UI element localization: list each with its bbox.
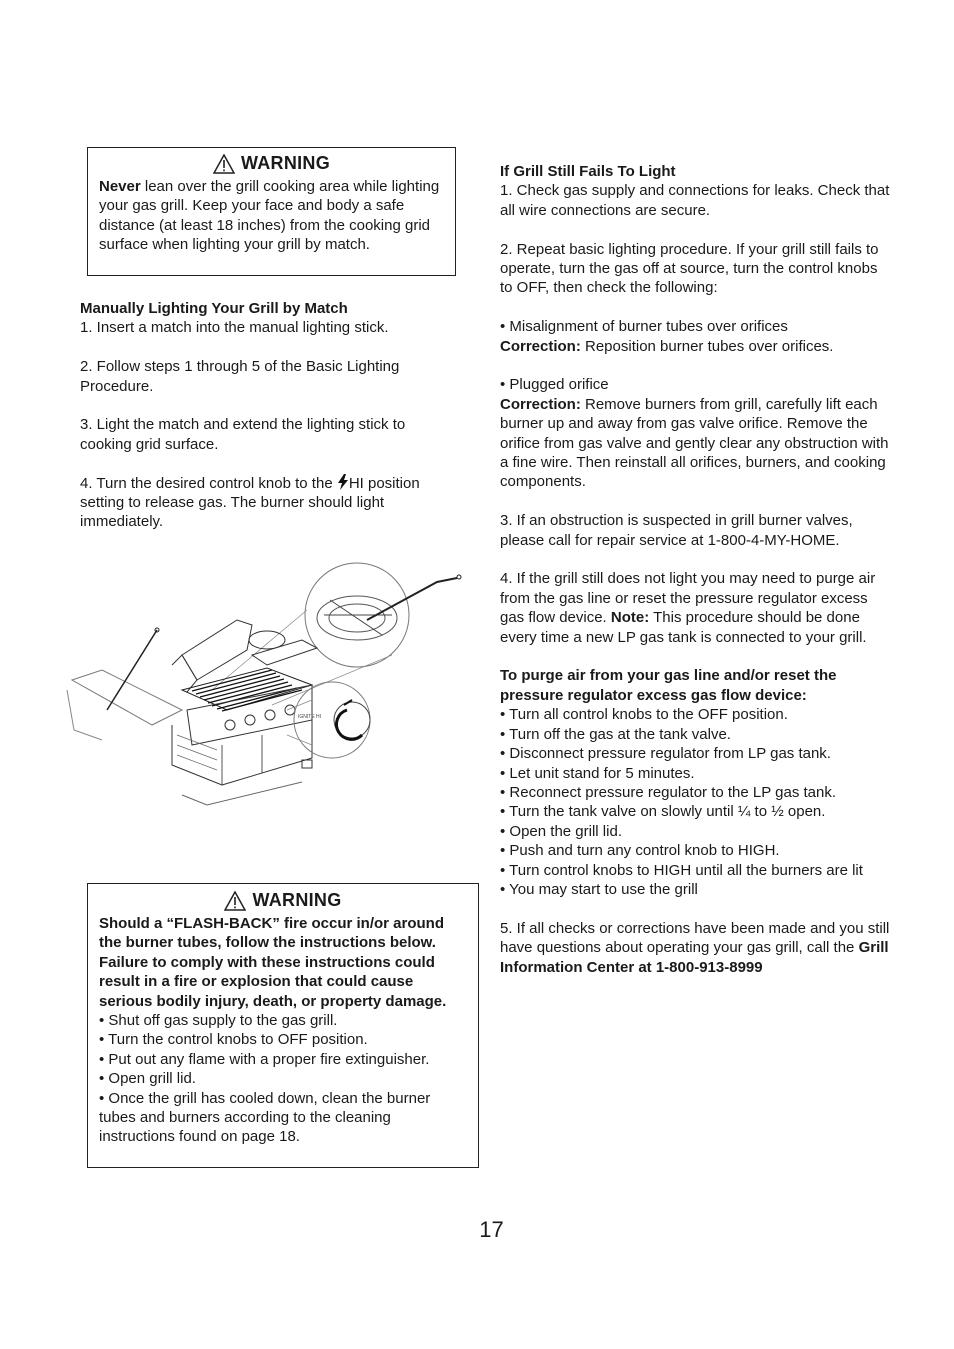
warning-text <box>99 177 445 255</box>
purge-step: • You may start to use the grill <box>500 880 892 899</box>
closing-step-5 <box>500 919 892 977</box>
fails-step-3: 3. If an obstruction is suspected in grill burner valves, please call for repair service at 1-800-4-MY-HOME. <box>500 512 853 549</box>
flashback-warning-text: Should a “FLASH-BACK” fire occur in/or around the burner tubes, follow the instructions below. Failure to comply with these instructions could result in a fire or explosion that could cause serious bodily injury, death, or property damage. <box>99 915 447 1010</box>
manual-step-4 <box>80 474 440 532</box>
purge-step: • Let unit stand for 5 minutes. <box>500 764 892 783</box>
purge-step: • Disconnect pressure regulator from LP gas tank. <box>500 744 892 763</box>
info-center-phone: Grill Information Center at 1-800-913-8999 <box>500 939 889 976</box>
correction-text: Remove burners from grill, carefully lift each burner up and away from gas valve orifice. Remove the orifice from gas valve and gently clear any obstruction with a fine wire. Then reinstall all orifices, burners, and cooking components. <box>500 395 889 491</box>
purge-step: • Turn the tank valve on slowly until ¼ to ½ open. <box>500 802 892 821</box>
warning-box-lighting <box>87 147 456 276</box>
note-label: Note: <box>610 609 650 627</box>
warning-header <box>88 153 455 175</box>
manual-lighting-section <box>80 299 440 532</box>
warning-triangle-icon <box>224 891 246 911</box>
correction-plugged-orifice <box>500 395 892 492</box>
purge-step: • Turn control knobs to HIGH until all the burners are lit <box>500 861 892 880</box>
correction-text: Reposition burner tubes over orifices. <box>580 337 834 355</box>
manual-step-1: 1. Insert a match into the manual lighting stick. <box>80 319 389 337</box>
manual-lighting-heading: Manually Lighting Your Grill by Match <box>80 300 348 317</box>
flashback-step: • Put out any flame with a proper fire extinguisher. <box>99 1050 468 1069</box>
purge-step: • Turn all control knobs to the OFF position. <box>500 705 892 724</box>
manual-step-4-hi: HI <box>348 474 364 492</box>
warning-triangle-icon <box>213 154 235 174</box>
grill-illustration <box>62 560 472 810</box>
fails-step-1: 1. Check gas supply and connections for leaks. Check that all wire connections are secure. <box>500 182 890 219</box>
manual-step-3: 3. Light the match and extend the lighting stick to cooking grid surface. <box>80 416 406 453</box>
purge-step: • Turn off the gas at the tank valve. <box>500 725 892 744</box>
spark-icon <box>337 474 349 490</box>
manual-step-4-end: position setting to release gas. The burner should light immediately. <box>80 474 420 531</box>
flashback-step: • Shut off gas supply to the gas grill. <box>99 1011 468 1030</box>
step-4-note: This procedure should be done every time a new LP gas tank is connected to your grill. <box>500 609 867 646</box>
purge-heading: To purge air from your gas line and/or reset the pressure regulator excess gas flow device: <box>500 667 837 704</box>
step-4-text: 4. If the grill still does not light you may need to purge air from the gas line or reset the pressure regulator excess gas flow device. <box>500 570 876 627</box>
purge-step: • Open the grill lid. <box>500 822 892 841</box>
flashback-step: • Once the grill has cooled down, clean the burner tubes and burners according to the cleaning instructions found on page 18. <box>99 1089 468 1147</box>
warning-body: lean over the grill cooking area while lighting your gas grill. Keep your face and body a safe distance (at least 18 inches) from the cooking grid surface when lighting your grill by match. <box>99 178 440 254</box>
flashback-step: • Turn the control knobs to OFF position. <box>99 1030 468 1049</box>
fails-step-4 <box>500 569 892 647</box>
knob-label: IGNITE HI <box>298 714 322 720</box>
purge-step: • Reconnect pressure regulator to the LP gas tank. <box>500 783 892 802</box>
correction-label: Correction: <box>500 395 581 413</box>
warning-header <box>88 890 478 912</box>
fails-heading: If Grill Still Fails To Light <box>500 163 676 180</box>
manual-step-2: 2. Follow steps 1 through 5 of the Basic Lighting Procedure. <box>80 358 400 395</box>
correction-misalignment <box>500 337 892 356</box>
page-number: 17 <box>479 1217 504 1242</box>
warning-title: WARNING <box>252 890 342 911</box>
warning-title: WARNING <box>240 153 331 174</box>
warning-lead: Never <box>99 178 141 195</box>
issue-plugged-orifice: • Plugged orifice <box>500 376 609 394</box>
closing-text: 5. If all checks or corrections have been made and you still have questions about operating your gas grill, call the <box>500 919 890 957</box>
correction-label: Correction: <box>500 337 581 355</box>
purge-step: • Push and turn any control knob to HIGH. <box>500 841 892 860</box>
troubleshooting-section <box>500 162 892 977</box>
fails-step-2: 2. Repeat basic lighting procedure. If your grill still fails to operate, turn the gas off at source, turn the control knobs to OFF, then check the following: <box>500 240 879 297</box>
warning-box-flashback <box>87 883 479 1168</box>
issue-misalignment: • Misalignment of burner tubes over orifices <box>500 318 788 336</box>
manual-step-4-start: 4. Turn the desired control knob to the <box>80 474 337 492</box>
flashback-step: • Open grill lid. <box>99 1069 468 1088</box>
